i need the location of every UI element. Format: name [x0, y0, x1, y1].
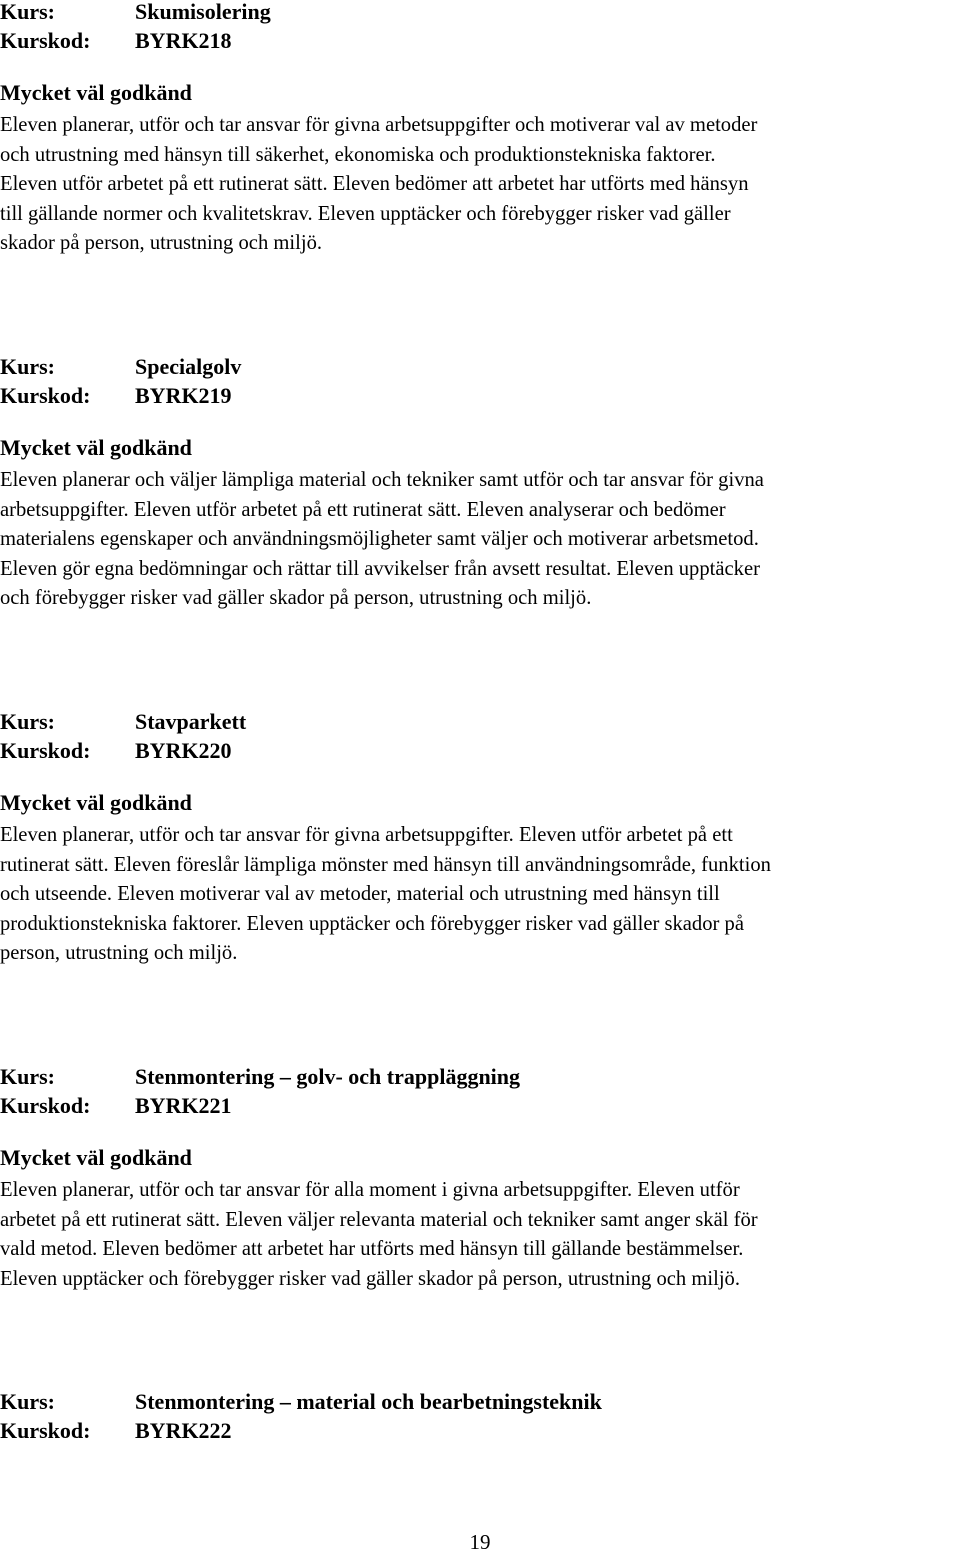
- course-row: [0, 707, 960, 736]
- course-code-row: [0, 26, 960, 55]
- description-line: vald metod. Eleven bedömer att arbetet har utförts med hänsyn till gällande bestämmelser.: [0, 1238, 744, 1260]
- description-line: Eleven planerar, utför och tar ansvar för givna arbetsuppgifter. Eleven utför arbetet på ett: [0, 824, 733, 846]
- course-section-byrk218: [0, 0, 960, 259]
- course-name: Specialgolv: [135, 354, 242, 379]
- course-section-byrk222: [0, 1387, 960, 1445]
- description-line: och förebygger risker vad gäller skador på person, utrustning och miljö.: [0, 587, 592, 609]
- course-code-row: [0, 1416, 960, 1445]
- course-description: [0, 821, 960, 969]
- description-line: och utseende. Eleven motiverar val av metoder, material och utrustning med hänsyn till: [0, 883, 720, 905]
- course-row: [0, 0, 960, 26]
- description-line: person, utrustning och miljö.: [0, 942, 238, 964]
- course-section-byrk220: [0, 707, 960, 969]
- grade-heading: Mycket väl godkänd: [0, 790, 192, 815]
- course-name: Stenmontering – golv- och trappläggning: [135, 1064, 521, 1089]
- course-code: BYRK222: [135, 1418, 232, 1443]
- description-line: produktionstekniska faktorer. Eleven upptäcker och förebygger risker vad gäller skador på: [0, 912, 744, 935]
- course-name: Stenmontering – material och bearbetningsteknik: [135, 1389, 602, 1414]
- course-section-byrk219: [0, 352, 960, 614]
- description-line: till gällande normer och kvalitetskrav. Eleven upptäcker och förebygger risker vad gäller: [0, 202, 731, 225]
- course-name: Skumisolering: [135, 0, 271, 24]
- course-name: Stavparkett: [135, 709, 247, 734]
- description-line: Eleven upptäcker och förebygger risker vad gäller skador på person, utrustning och miljö.: [0, 1267, 740, 1290]
- course-code-label: Kurskod:: [0, 383, 91, 408]
- grade-heading: Mycket väl godkänd: [0, 435, 192, 460]
- course-row: [0, 1062, 960, 1091]
- course-description: [0, 111, 960, 259]
- course-code-label: Kurskod:: [0, 1418, 91, 1443]
- course-label: Kurs:: [0, 354, 55, 379]
- course-label: Kurs:: [0, 1389, 55, 1414]
- course-code: BYRK219: [135, 383, 232, 408]
- course-label: Kurs:: [0, 709, 55, 734]
- course-code-row: [0, 736, 960, 765]
- course-code-row: [0, 381, 960, 410]
- page-number: 19: [469, 1530, 491, 1554]
- course-code-label: Kurskod:: [0, 1093, 91, 1118]
- course-code-label: Kurskod:: [0, 738, 91, 763]
- course-row: [0, 352, 960, 381]
- course-description: [0, 466, 960, 614]
- course-row: [0, 1387, 960, 1416]
- description-line: materialens egenskaper och användningsmöjligheter samt väljer och motiverar arbetsmetod.: [0, 528, 759, 550]
- grade-heading: Mycket väl godkänd: [0, 80, 192, 105]
- description-line: skador på person, utrustning och miljö.: [0, 232, 323, 254]
- course-code: BYRK221: [135, 1093, 232, 1118]
- description-line: arbetet på ett rutinerat sätt. Eleven väljer relevanta material och tekniker samt anger skäl för: [0, 1208, 758, 1231]
- description-line: Eleven gör egna bedömningar och rättar till avvikelser från avsett resultat. Eleven upptäcker: [0, 557, 760, 580]
- course-code-label: Kurskod:: [0, 28, 91, 53]
- description-line: Eleven utför arbetet på ett rutinerat sätt. Eleven bedömer att arbetet har utförts med hänsyn: [0, 173, 749, 195]
- course-section-byrk221: [0, 1062, 960, 1294]
- description-line: Eleven planerar och väljer lämpliga material och tekniker samt utför och tar ansvar för givna: [0, 469, 764, 491]
- course-code-row: [0, 1091, 960, 1120]
- description-line: Eleven planerar, utför och tar ansvar för alla moment i givna arbetsuppgifter. Eleven utför: [0, 1179, 740, 1201]
- description-line: rutinerat sätt. Eleven föreslår lämpliga mönster med hänsyn till användningsområde, funktion: [0, 853, 771, 876]
- grade-heading: Mycket väl godkänd: [0, 1145, 192, 1170]
- description-line: och utrustning med hänsyn till säkerhet, ekonomiska och produktionstekniska faktorer.: [0, 143, 716, 166]
- course-description: [0, 1176, 960, 1294]
- course-label: Kurs:: [0, 1064, 55, 1089]
- course-code: BYRK220: [135, 738, 232, 763]
- description-line: arbetsuppgifter. Eleven utför arbetet på ett rutinerat sätt. Eleven analyserar och bedömer: [0, 498, 726, 521]
- course-label: Kurs:: [0, 0, 55, 24]
- course-code: BYRK218: [135, 28, 232, 53]
- description-line: Eleven planerar, utför och tar ansvar för givna arbetsuppgifter och motiverar val av metoder: [0, 114, 758, 136]
